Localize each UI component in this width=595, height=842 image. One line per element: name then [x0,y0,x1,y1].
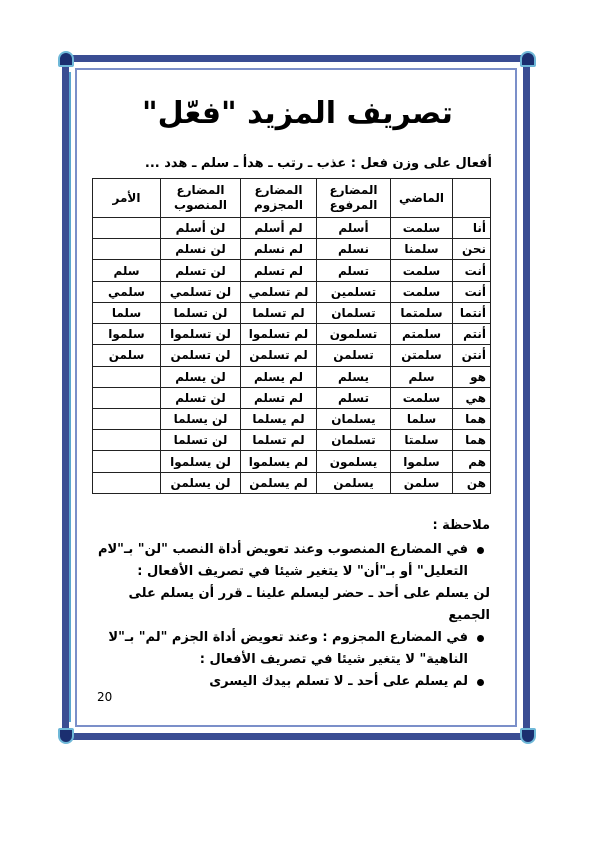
page-subtitle: أفعال على وزن فعل : عذب ـ رتب ـ هدأ ـ سلم ـ هدد ... [144,156,492,171]
table-row [93,302,491,323]
header-past: الماضي [391,179,453,218]
cell-past: سلمتن [391,345,453,366]
table-row [93,345,491,366]
table-row [93,324,491,345]
cell-present-indicative: تسلمان [317,430,391,451]
cell-imperative: سلم [93,260,161,281]
cell-present-indicative: تسلمن [317,345,391,366]
cell-present-subjunctive: لن تسلموا [161,324,241,345]
cell-present-subjunctive: لن تسلما [161,430,241,451]
cell-imperative: سلموا [93,324,161,345]
cell-past: سلمتا [391,430,453,451]
cell-imperative: سلمن [93,345,161,366]
table-row [93,472,491,493]
cell-present-jussive: لم تسلمي [241,281,317,302]
cell-present-jussive: لم تسلم [241,387,317,408]
cell-pronoun: هما [453,430,491,451]
cell-pronoun: أنا [453,218,491,239]
conjugation-table [92,178,491,494]
note-continuation: الناهية" لا يتغير شيئا في تصريف الأفعال : [199,652,468,667]
note-example: لن يسلم على أحد ـ حضر ليسلم علينا ـ قرر أن يسلم على الجميع [128,586,490,623]
cell-present-jussive: لم تسلمن [241,345,317,366]
cell-present-jussive: لم يسلموا [241,451,317,472]
cell-present-subjunctive: لن تسلم [161,260,241,281]
note-continuation: التعليل" أو بـ"أن" لا يتغير شيئا في تصريف الأفعال : [137,564,468,579]
notes-heading: ملاحظة : [432,518,490,533]
header-imperative: الأمر [93,179,161,218]
cell-present-jussive: لم أسلم [241,218,317,239]
note-bullet: لم يسلم على أحد ـ لا تسلم بيدك اليسرى [92,671,490,693]
cell-present-subjunctive: لن أسلم [161,218,241,239]
cell-pronoun: أنت [453,260,491,281]
cell-pronoun: هي [453,387,491,408]
cell-present-jussive: لم تسلم [241,260,317,281]
cell-present-jussive: لم نسلم [241,239,317,260]
table-row [93,218,491,239]
table-row [93,408,491,429]
cell-present-subjunctive: لن تسلم [161,387,241,408]
cell-present-subjunctive: لن نسلم [161,239,241,260]
cell-imperative: سلما [93,302,161,323]
cell-past: سلمنا [391,239,453,260]
cell-present-jussive: لم يسلما [241,408,317,429]
cell-present-subjunctive: لن تسلما [161,302,241,323]
table-row [93,387,491,408]
cell-imperative [93,366,161,387]
cell-present-jussive: لم يسلم [241,366,317,387]
cell-past: سلموا [391,451,453,472]
page-title: تصريف المزيد "فعّل" [142,96,453,131]
table-header-row [93,179,491,218]
cell-past: سلمتم [391,324,453,345]
cell-imperative [93,239,161,260]
cell-present-indicative: يسلمون [317,451,391,472]
cell-pronoun: أنت [453,281,491,302]
cell-present-jussive: لم تسلما [241,430,317,451]
cell-past: سلمت [391,281,453,302]
cell-imperative [93,408,161,429]
cell-present-jussive: لم تسلموا [241,324,317,345]
cell-past: سلمت [391,387,453,408]
cell-present-indicative: يسلمان [317,408,391,429]
cell-pronoun: أنتما [453,302,491,323]
table-row [93,239,491,260]
cell-past: سلما [391,408,453,429]
frame-corner-ornament [58,728,74,744]
cell-present-indicative: تسلمان [317,302,391,323]
cell-present-indicative: يسلم [317,366,391,387]
cell-pronoun: نحن [453,239,491,260]
table-row [93,451,491,472]
cell-pronoun: هو [453,366,491,387]
table-row [93,430,491,451]
table-row [93,281,491,302]
cell-imperative [93,218,161,239]
cell-imperative [93,430,161,451]
header-pronoun [453,179,491,218]
cell-imperative: سلمي [93,281,161,302]
cell-present-subjunctive: لن يسلم [161,366,241,387]
cell-present-subjunctive: لن يسلما [161,408,241,429]
cell-present-indicative: أسلم [317,218,391,239]
notes-section [92,515,490,693]
page-number: 20 [97,690,113,704]
cell-pronoun: هما [453,408,491,429]
cell-pronoun: أنتم [453,324,491,345]
cell-pronoun: هم [453,451,491,472]
cell-past: سلمتما [391,302,453,323]
cell-present-subjunctive: لن يسلمن [161,472,241,493]
header-present-jussive: المضارع المجزوم [241,179,317,218]
header-present-indicative: المضارع المرفوع [317,179,391,218]
cell-past: سلمت [391,260,453,281]
table-row [93,366,491,387]
cell-present-subjunctive: لن تسلمن [161,345,241,366]
cell-present-indicative: تسلم [317,260,391,281]
cell-present-indicative: تسلمين [317,281,391,302]
cell-present-jussive: لم تسلما [241,302,317,323]
cell-imperative [93,451,161,472]
table-row [93,260,491,281]
cell-present-indicative: تسلمون [317,324,391,345]
cell-past: سلم [391,366,453,387]
frame-corner-ornament [58,51,74,67]
cell-pronoun: هن [453,472,491,493]
cell-present-indicative: يسلمن [317,472,391,493]
cell-imperative [93,387,161,408]
cell-present-subjunctive: لن يسلموا [161,451,241,472]
cell-imperative [93,472,161,493]
frame-corner-ornament [520,728,536,744]
header-present-subjunctive: المضارع المنصوب [161,179,241,218]
note-bullet: في المضارع المنصوب وعند تعويض أداة النصب "لن" بـ"لام [92,539,490,561]
cell-past: سلمن [391,472,453,493]
cell-past: سلمت [391,218,453,239]
cell-present-jussive: لم يسلمن [241,472,317,493]
frame-corner-ornament [520,51,536,67]
cell-present-indicative: تسلم [317,387,391,408]
cell-present-indicative: نسلم [317,239,391,260]
cell-present-subjunctive: لن تسلمي [161,281,241,302]
cell-pronoun: أنتن [453,345,491,366]
note-bullet: في المضارع المجزوم : وعند تعويض أداة الجزم "لم" بـ"لا [92,627,490,649]
